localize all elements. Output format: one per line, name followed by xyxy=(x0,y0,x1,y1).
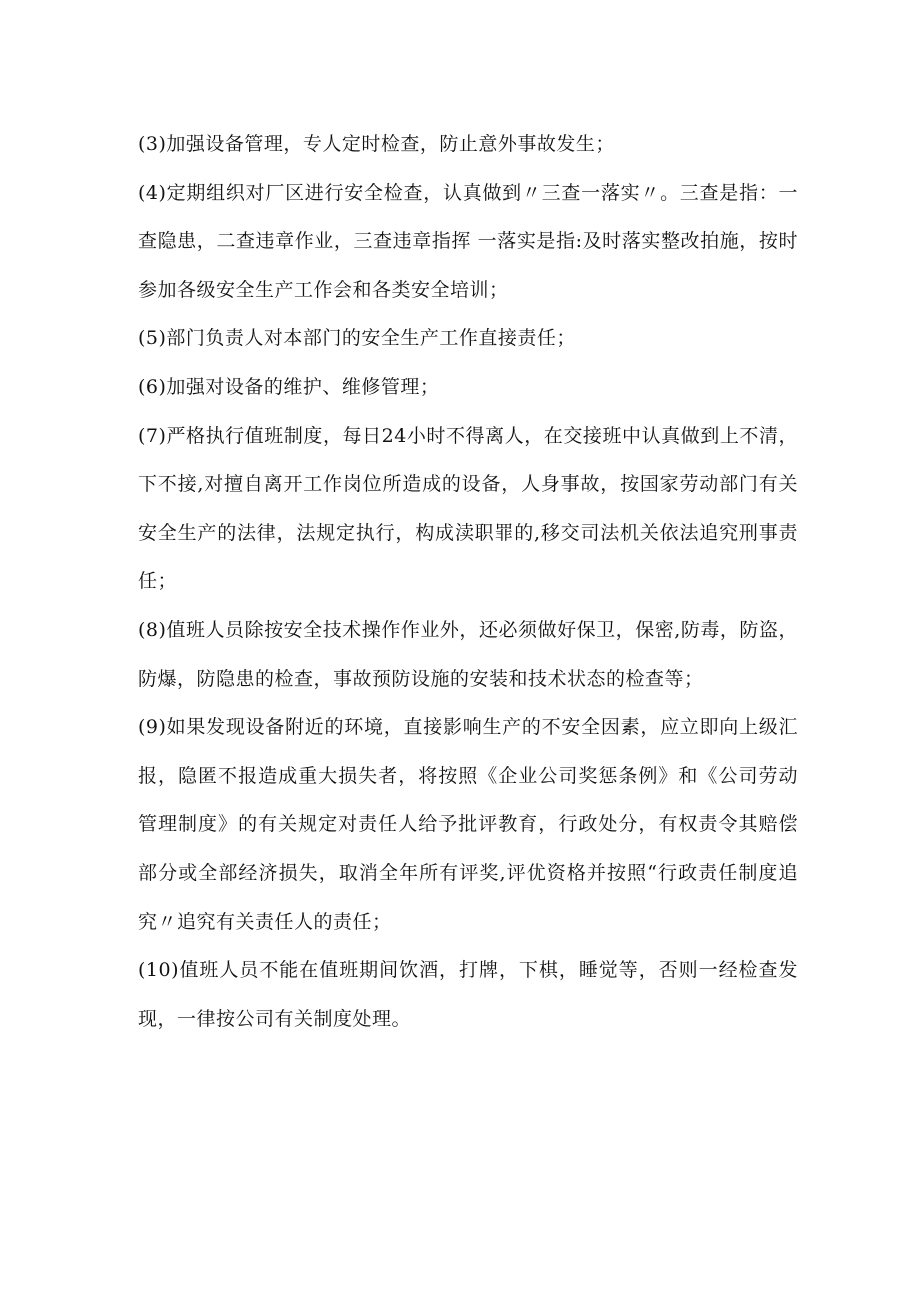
paragraph-item-10: (10)值班人员不能在值班期间饮酒，打牌，下棋，睡觉等，否则一经检查发现，一律按公司有关制度处理。 xyxy=(138,959,798,1030)
paragraph-item-7: (7)严格执行值班制度，每日24小时不得离人，在交接班中认真做到上不清，下不接,对擅自离开工作岗位所造成的设备，人身事故，按国家劳动部门有关安全生产的法律，法规定执行，构成渎职罪的,移交司法机关依法追究刑事责任； xyxy=(138,424,798,593)
document-body xyxy=(138,120,798,1043)
paragraph-item-4: (4)定期组织对厂区进行安全检查，认真做到〃三查一落实〃。三查是指：一查隐患，二查违章作业，三查违章指挥 一落实是指:及时落实整改拍施，按时参加各级安全生产工作会和各类安全培训； xyxy=(138,181,798,301)
paragraph-item-9: (9)如果发现设备附近的环境，直接影响生产的不安全因素，应立即向上级汇报，隐匿不报造成重大损失者，将按照《企业公司奖惩条例》和《公司劳动管理制度》的有关规定对责任人给予批评教育，行政处分，有权责令其赔偿部分或全部经济损失，取消全年所有评奖,评优资格并按照“行政责任制度追究〃追究有关责任人的责任； xyxy=(138,716,798,933)
paragraph-item-5: (5)部门负责人对本部门的安全生产工作直接责任； xyxy=(138,327,576,350)
paragraph-item-3: (3)加强设备管理，专人定时检查，防止意外事故发生； xyxy=(138,133,615,155)
paragraph-item-8: (8)值班人员除按安全技术操作作业外，还必须做好保卫，保密,防毒，防盗，防爆，防隐患的检查，事故预防设施的安装和技术状态的检查等； xyxy=(138,618,798,690)
paragraph-item-6: (6)加强对设备的维护、维修管理； xyxy=(138,375,440,398)
